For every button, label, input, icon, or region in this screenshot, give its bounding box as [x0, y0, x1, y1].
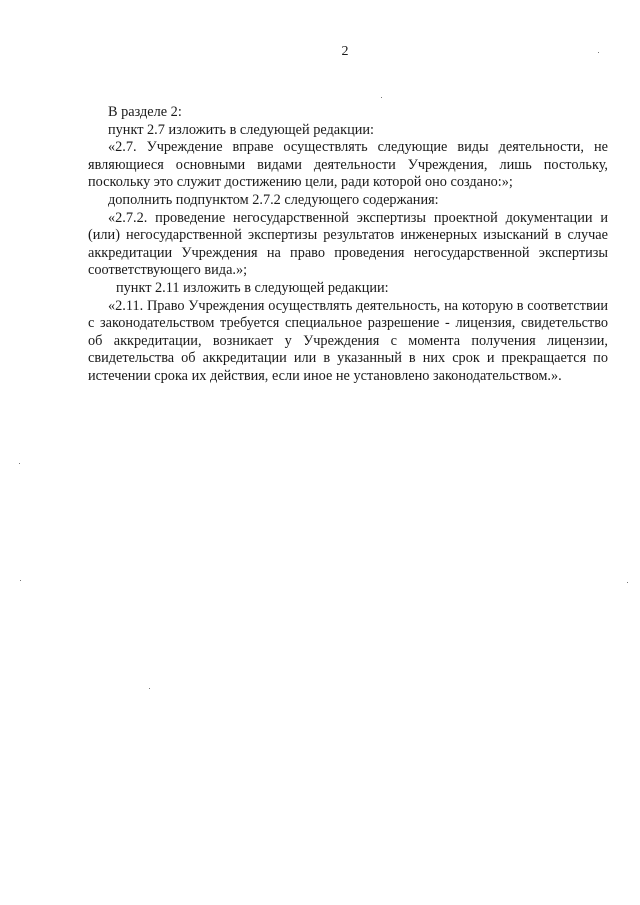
- instruction-item-2-11: пункт 2.11 изложить в следующей редакции:: [116, 279, 389, 296]
- page-number: 2: [341, 44, 349, 59]
- instruction-add-2-7-2: дополнить подпунктом 2.7.2 следующего содержания:: [108, 191, 439, 208]
- section-heading: В разделе 2:: [108, 104, 182, 120]
- scan-speck: [149, 688, 150, 689]
- clause-2-7-2-text: «2.7.2. проведение негосударственной экспертизы проектной документации и (или) негосударственной экспертизы результатов инженерных изысканий в случае аккредитации Учреждения на право проведения негосударственной экспертизы соответствующего вида.»;: [88, 209, 608, 279]
- scan-speck: [19, 463, 20, 464]
- scan-speck: [598, 52, 599, 53]
- document-body: [88, 104, 608, 386]
- scan-speck: [627, 582, 628, 583]
- scan-speck: [20, 580, 21, 581]
- instruction-item-2-7: пункт 2.7 изложить в следующей редакции:: [108, 121, 375, 138]
- clause-2-11-text: «2.11. Право Учреждения осуществлять деятельность, на которую в соответствии с законодательством требуется специальное разрешение - лицензия, свидетельство об аккредитации, возникает у Учреждения с момента получения лицензии, свидетельства об аккредитации или в указанный в них срок и прекращается по истечении срока их действия, если иное не установлено законодательством.».: [88, 297, 608, 384]
- scan-speck: [381, 97, 382, 98]
- clause-2-7-text: «2.7. Учреждение вправе осуществлять следующие виды деятельности, не являющиеся основными видами деятельности Учреждения, лишь постольку, поскольку это служит достижению цели, ради которой оно создано:»;: [88, 139, 608, 191]
